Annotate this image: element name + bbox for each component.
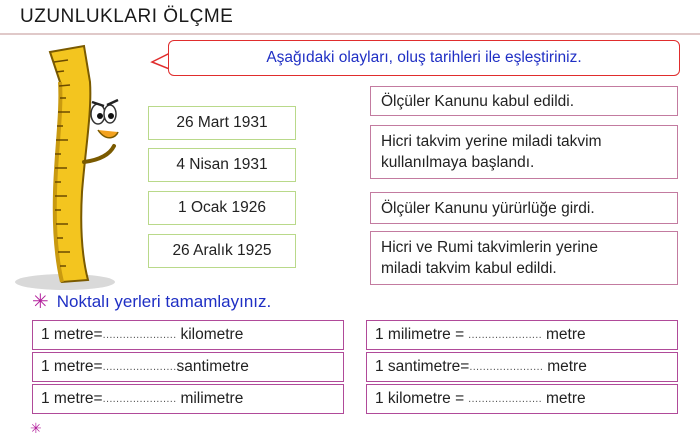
event-text: kullanılmaya başlandı.	[381, 154, 535, 171]
date-box[interactable]: 1 Ocak 1926	[148, 191, 296, 225]
fill-in-row[interactable]	[366, 384, 678, 414]
ruler-mascot-illustration	[10, 42, 140, 292]
fill-prefix: 1 metre=	[41, 390, 103, 407]
fill-prefix: 1 milimetre =	[375, 326, 465, 343]
fill-unit: milimetre	[180, 390, 244, 407]
fill-in-row[interactable]	[32, 320, 344, 350]
blank-dots[interactable]: ......................	[102, 361, 177, 373]
event-text: Hicri takvim yerine miladi takvim	[381, 133, 602, 150]
fill-in-row[interactable]	[366, 320, 678, 350]
event-text: Ölçüler Kanunu kabul edildi.	[381, 92, 575, 110]
date-box[interactable]: 4 Nisan 1931	[148, 148, 296, 182]
blank-dots[interactable]: ......................	[469, 361, 544, 373]
event-text: Ölçüler Kanunu yürürlüğe girdi.	[381, 199, 595, 217]
date-box[interactable]: 26 Mart 1931	[148, 106, 296, 140]
blank-dots[interactable]: ......................	[468, 329, 542, 341]
asterisk-icon: ✳	[30, 420, 42, 436]
event-text: miladi takvim kabul edildi.	[381, 260, 557, 277]
page-title: UZUNLUKLARI ÖLÇME	[20, 6, 234, 27]
fill-in-row[interactable]	[32, 352, 344, 382]
fill-prefix: 1 santimetre=	[375, 358, 470, 375]
blank-dots[interactable]: ......................	[102, 329, 177, 341]
event-box[interactable]	[370, 86, 678, 116]
asterisk-icon: ✳	[32, 291, 49, 313]
fill-in-row[interactable]	[366, 352, 678, 382]
fill-unit: metre	[546, 390, 586, 407]
instruction-banner: Aşağıdaki olayları, oluş tarihleri ile eşleştiriniz.	[168, 40, 680, 76]
fill-in-heading-text: Noktalı yerleri tamamlayınız.	[56, 291, 272, 311]
event-text: Hicri ve Rumi takvimlerin yerine	[381, 239, 599, 256]
fill-prefix: 1 kilometre =	[375, 390, 465, 407]
fill-unit: metre	[546, 326, 586, 343]
date-box[interactable]: 26 Aralık 1925	[148, 234, 296, 268]
fill-prefix: 1 metre=	[41, 326, 103, 343]
fill-in-heading	[32, 289, 271, 314]
event-box[interactable]	[370, 231, 678, 285]
blank-dots[interactable]: ......................	[468, 393, 543, 405]
fill-in-row[interactable]	[32, 384, 344, 414]
fill-unit: santimetre	[176, 358, 249, 375]
title-divider	[0, 33, 700, 35]
event-box[interactable]	[370, 125, 678, 179]
fill-unit: metre	[547, 358, 587, 375]
fill-unit: kilometre	[180, 326, 244, 343]
fill-prefix: 1 metre=	[41, 358, 103, 375]
event-box[interactable]	[370, 192, 678, 224]
blank-dots[interactable]: ......................	[102, 393, 177, 405]
